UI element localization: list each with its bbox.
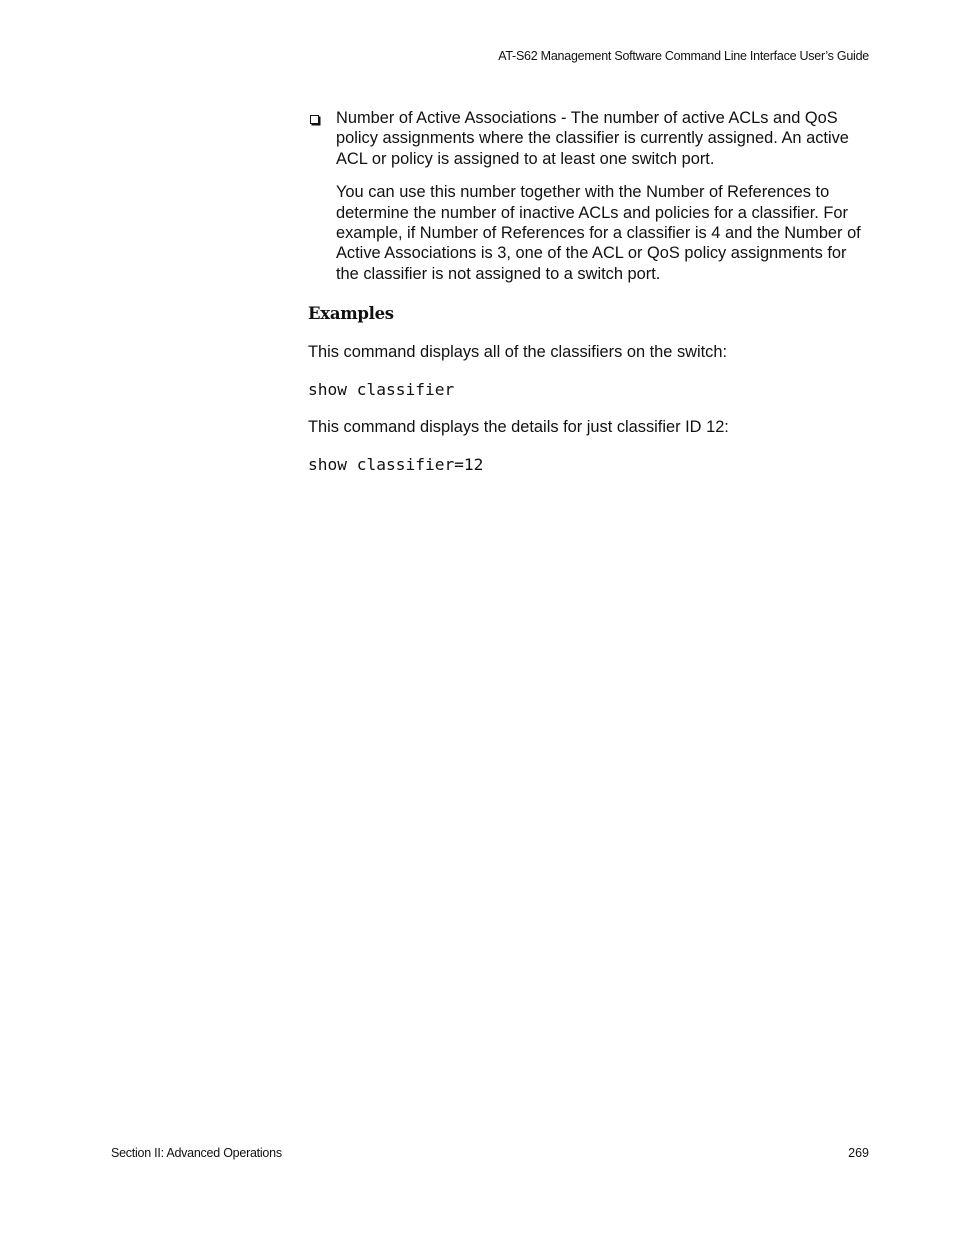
- bullet-item: [308, 108, 872, 284]
- example-intro-2: This command displays the details for just classifier ID 12:: [308, 418, 729, 437]
- running-header: AT-S62 Management Software Command Line Interface User’s Guide: [498, 49, 869, 63]
- footer-section-label: Section II: Advanced Operations: [111, 1146, 282, 1160]
- examples-heading: Examples: [308, 304, 394, 324]
- bullet-text: Number of Active Associations - The number of active ACLs and QoS policy assignments where the classifier is currently assigned. An active ACL or policy is assigned to at least one switch port.: [336, 109, 849, 168]
- checkbox-bullet-icon: [310, 115, 319, 124]
- example-code-2: show classifier=12: [308, 455, 484, 475]
- page-content: [308, 108, 872, 475]
- example-code-1: show classifier: [308, 380, 455, 400]
- example-intro-1: This command displays all of the classifiers on the switch:: [308, 343, 728, 362]
- footer-page-number: 269: [848, 1146, 869, 1160]
- bullet-followup-text: You can use this number together with the Number of References to determine the number of inactive ACLs and policies for a classifier. For example, if Number of References for a classifier is 4 and the Number of Active Associations is 3, one of the ACL or QoS policy assignments for the classifier is not assigned to a switch port.: [336, 183, 861, 283]
